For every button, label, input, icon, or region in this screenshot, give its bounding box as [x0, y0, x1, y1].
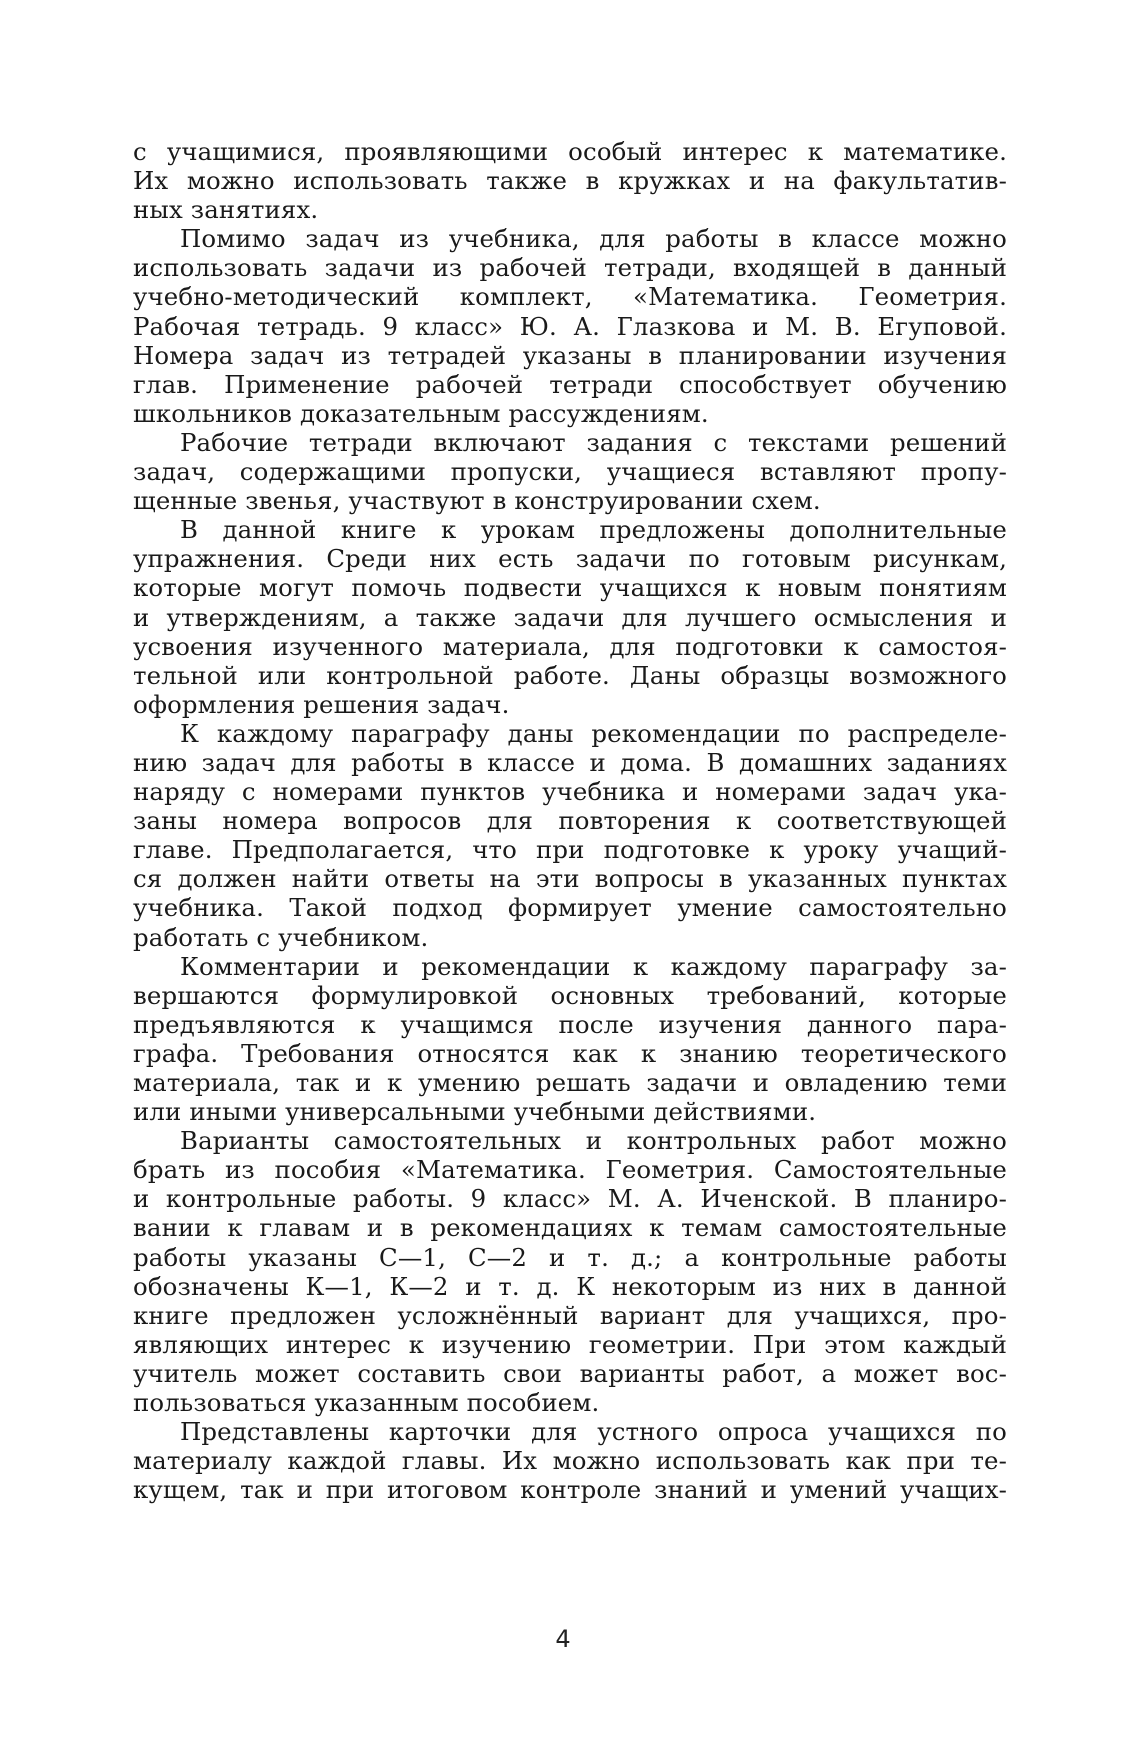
- text-line: книге предложен усложнённый вариант для учащихся, про-: [133, 1300, 1007, 1330]
- text-line: Варианты самостоятельных и контрольных работ можно: [180, 1126, 1007, 1156]
- text-line: Номера задач из тетрадей указаны в планировании изучения: [133, 340, 1007, 370]
- text-line: с учащимися, проявляющими особый интерес к математике.: [133, 137, 1007, 166]
- paragraph: [133, 952, 1007, 1127]
- paragraph: [133, 515, 1007, 719]
- paragraph: [133, 137, 1007, 224]
- text-line: Комментарии и рекомендации к каждому параграфу за-: [180, 951, 1007, 981]
- text-line: предъявляются к учащимся после изучения данного пара-: [133, 1009, 1007, 1039]
- text-line: задач, содержащими пропуски, учащиеся вставляют пропу-: [133, 457, 1007, 487]
- text-line: кущем, так и при итоговом контроле знаний и умений учащих-: [133, 1475, 1007, 1505]
- text-line: являющих интерес к изучению геометрии. При этом каждый: [133, 1329, 1007, 1359]
- text-line: и утверждениям, а также задачи для лучшего осмысления и: [133, 602, 1007, 632]
- text-line: наряду с номерами пунктов учебника и номерами задач ука-: [133, 777, 1007, 807]
- text-line: работы указаны С—1, С—2 и т. д.; а контрольные работы: [133, 1242, 1007, 1272]
- text-line: ных занятиях.: [133, 195, 319, 225]
- text-line: Помимо задач из учебника, для работы в классе можно: [180, 224, 1007, 254]
- text-line: обозначены К—1, К—2 и т. д. К некоторым из них в данной: [133, 1271, 1007, 1301]
- text-line: упражнения. Среди них есть задачи по готовым рисункам,: [133, 544, 1007, 574]
- text-line: вершаются формулировкой основных требований, которые: [133, 980, 1007, 1010]
- text-line: главе. Предполагается, что при подготовке к уроку учащий-: [133, 835, 1007, 865]
- text-line: которые могут помочь подвести учащихся к новым понятиям: [133, 573, 1007, 603]
- text-line: тельной или контрольной работе. Даны образцы возможного: [133, 660, 1007, 690]
- page-body: [133, 137, 1007, 1504]
- paragraph: [133, 428, 1007, 515]
- text-line: Рабочие тетради включают задания с текстами решений: [180, 427, 1007, 457]
- text-line: графа. Требования относятся как к знанию теоретического: [133, 1038, 1007, 1068]
- text-line: или иными универсальными учебными действиями.: [133, 1097, 817, 1127]
- paragraph: [133, 224, 1007, 428]
- text-line: брать из пособия «Математика. Геометрия. Самостоятельные: [133, 1155, 1007, 1185]
- text-line: К каждому параграфу даны рекомендации по распределе-: [180, 718, 1007, 748]
- text-line: материала, так и к умению решать задачи и овладению теми: [133, 1068, 1007, 1097]
- text-line: школьников доказательным рассуждениям.: [133, 398, 709, 428]
- text-line: щенные звенья, участвуют в конструировании схем.: [133, 486, 821, 516]
- text-line: использовать задачи из рабочей тетради, входящей в данный: [133, 253, 1007, 283]
- text-line: Представлены карточки для устного опроса учащихся по: [180, 1417, 1007, 1447]
- text-line: ся должен найти ответы на эти вопросы в указанных пунктах: [133, 864, 1007, 894]
- text-line: нию задач для работы в классе и дома. В домашних заданиях: [133, 747, 1007, 777]
- text-line: учебно-методический комплект, «Математика. Геометрия.: [133, 282, 1007, 312]
- text-line: усвоения изученного материала, для подготовки к самостоя-: [133, 631, 1007, 661]
- text-line: Рабочая тетрадь. 9 класс» Ю. А. Глазкова и М. В. Егуповой.: [133, 311, 1007, 341]
- text-line: Их можно использовать также в кружках и на факультатив-: [133, 166, 1007, 196]
- text-line: глав. Применение рабочей тетради способствует обучению: [133, 369, 1007, 399]
- text-line: оформления решения задач.: [133, 689, 510, 719]
- text-line: материалу каждой главы. Их можно использовать как при те-: [133, 1446, 1007, 1476]
- text-line: пользоваться указанным пособием.: [133, 1388, 600, 1418]
- text-line: вании к главам и в рекомендациях к темам самостоятельные: [133, 1213, 1007, 1243]
- text-line: и контрольные работы. 9 класс» М. А. Иченской. В планиро-: [133, 1184, 1007, 1214]
- text-line: заны номера вопросов для повторения к соответствующей: [133, 806, 1007, 836]
- text-line: учитель может составить свои варианты работ, а может вос-: [133, 1358, 1007, 1388]
- page-number: 4: [555, 1625, 571, 1653]
- text-line: учебника. Такой подход формирует умение самостоятельно: [133, 893, 1007, 923]
- paragraph: [133, 719, 1007, 952]
- text-line: В данной книге к урокам предложены дополнительные: [180, 515, 1007, 545]
- paragraph: [133, 1126, 1007, 1417]
- text-line: работать с учебником.: [133, 922, 429, 952]
- paragraph: [133, 1417, 1007, 1504]
